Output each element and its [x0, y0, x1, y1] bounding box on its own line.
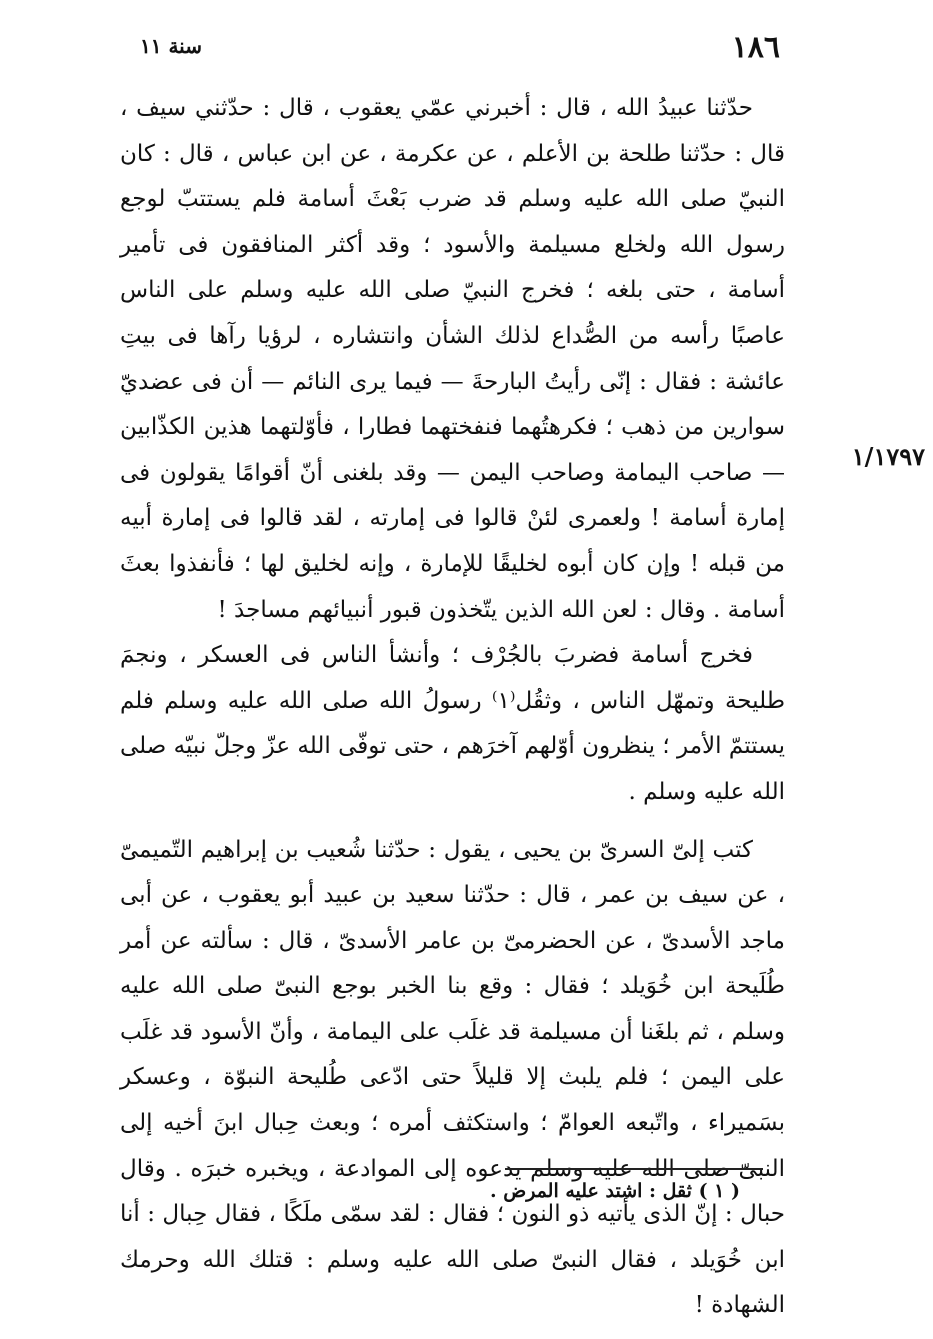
running-head-year: سنة ١١: [140, 34, 202, 58]
paragraph-3: كتب إلىّ السرىّ بن يحيى ، يقول : حدّثنا شُعيب بن إبراهيم التّميمىّ ، عن سيف بن عمر ، قال : حدّثنا سعيد بن عبيد أبو يعقوب ، عن أبى ماجد الأسدىّ ، عن الحضرمىّ بن عامر الأسدىّ ، قال : سألته عن أمر طُلَيحة ابن خُوَيلد ؛ فقال : وقع بنا الخبر بوجع النبىّ صلى الله عليه وسلم ، ثم بلغَنا أن مسيلمة قد غلَب على اليمامة ، وأنّ الأسود قد غلَب على اليمن ؛ فلم يلبث إلا قليلاً حتى ادّعى طُليحة النبوّة ، وعسكر بسَميراء ، واتّبعه العوامّ ؛ واستكثف أمره ؛ وبعث حِبال ابنَ أخيه إلى النبىّ صلى الله عليه وسلم يدعوه إلى الموادعة ، ويخبره خبرَه . وقال حبال : إنّ الذى يأتيه ذو النون ؛ فقال : لقد سمّى ملَكًا ، فقال حِبال : أنا ابن خُوَيلد ، فقال النبىّ صلى الله عليه وسلم : قتلك الله وحرمك الشهادة !: [120, 836, 785, 1319]
footnote-divider: [505, 1168, 763, 1170]
page-header: [130, 30, 780, 70]
paragraph-1: حدّثنا عبيدُ الله ، قال : أخبرني عمّي يعقوب ، قال : حدّثني سيف ، قال : حدّثنا طلحة بن الأعلم ، عن عكرمة ، عن ابن عباس ، قال : كان النبيّ صلى الله عليه وسلم قد ضرب بَعْثَ أسامة فلم يستتبّ لوجع رسول الله ولخلع مسيلمة والأسود ؛ وقد أكثر المنافقون فى تأمير أسامة ، حتى بلغه ؛ فخرج النبيّ صلى الله عليه وسلم على الناس عاصبًا رأسه من الصُّداع لذلك الشأن وانتشاره ، لرؤيا رآها فى بيتِ عائشة : فقال : إنّى رأيتُ البارحةَ — فيما يرى النائم — أن فى عضديّ سوارين من ذهب ؛ فكرهتُهما فنفختهما فطارا ، فأوّلتهما هذين الكذّابين — صاحب اليمامة وصاحب اليمن — وقد بلغنى أنّ أقوامًا يقولون فى إمارة أسامة ! ولعمرى لئنْ قالوا فى إمارته ، لقد قالوا فى إمارة أبيه من قبله ! وإن كان أبوه لخليقًا للإمارة ، وإنه لخليق لها ؛ فأنفذوا بعثَ أسامة . وقال : لعن الله الذين يتّخذون قبور أنبيائهم مساجدَ !: [120, 95, 785, 623]
page-number: ١٨٦: [731, 30, 780, 65]
paragraph-2: فخرج أسامة فضربَ بالجُرْف ؛ وأنشأ الناس فى العسكر ، ونجمَ طليحة وتمهّل الناس ، وثقُل⁽١⁾ رسولُ الله صلى الله عليه وسلم فلم يستتمّ الأمر ؛ ينظرون أوّلهم آخرَهم ، حتى توفّى الله عزّ وجلّ نبيّه صلى الله عليه وسلم .: [120, 642, 785, 805]
margin-reference: ١/١٧٩٧: [851, 442, 925, 471]
footnote: ( ١ ) ثقل : اشتد عليه المرض .: [490, 1180, 740, 1202]
main-text: [120, 86, 785, 1329]
